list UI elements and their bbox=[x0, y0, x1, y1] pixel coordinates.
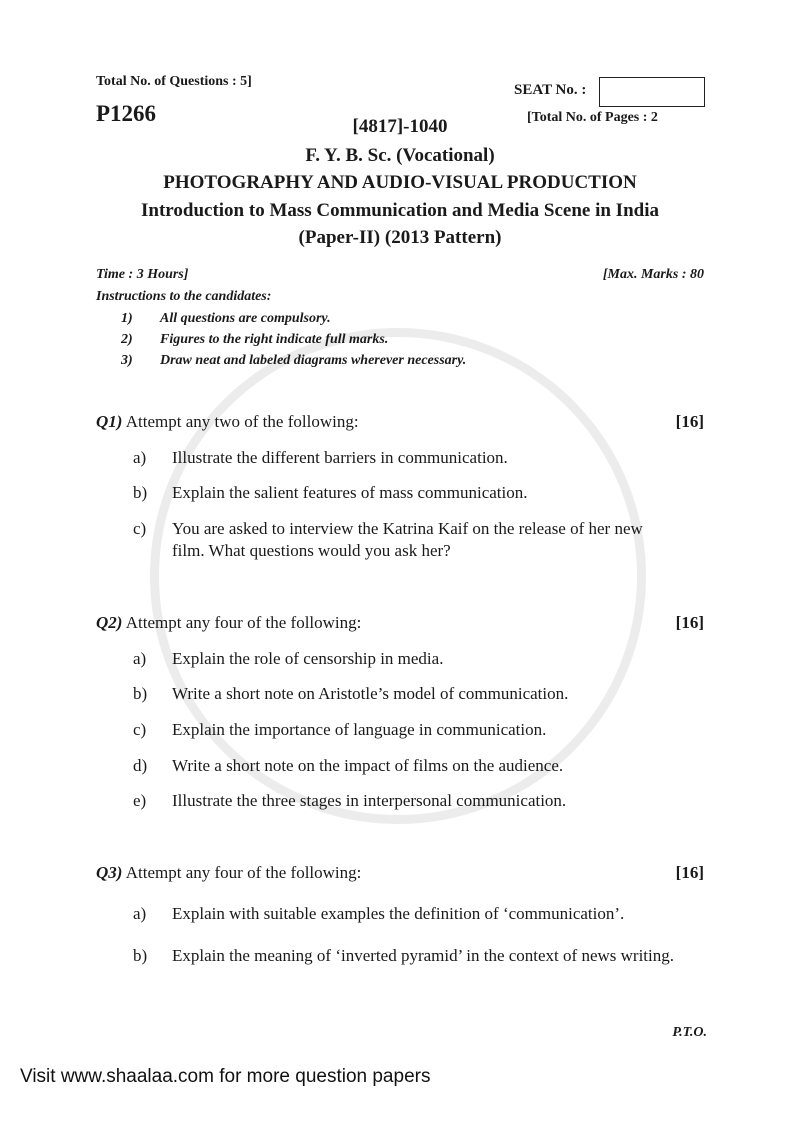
instruction-num: 2) bbox=[121, 332, 133, 347]
instruction-num: 1) bbox=[121, 311, 133, 326]
part-text: Explain the salient features of mass communication. bbox=[172, 483, 528, 502]
watermark-circle bbox=[150, 328, 646, 824]
part-text: Explain the meaning of ‘inverted pyramid’ in the context of news writing. bbox=[172, 946, 674, 965]
question-2 bbox=[96, 613, 361, 633]
footer-link[interactable]: Visit www.shaalaa.com for more question papers bbox=[20, 1066, 431, 1087]
part-label: e) bbox=[133, 791, 147, 810]
pto-note: P.T.O. bbox=[672, 1025, 707, 1040]
part-label: b) bbox=[133, 946, 148, 965]
max-marks: [Max. Marks : 80 bbox=[602, 267, 704, 282]
part-text: Explain the importance of language in communication. bbox=[172, 720, 547, 739]
part-label: c) bbox=[133, 720, 147, 739]
question-marks: [16] bbox=[675, 613, 704, 632]
instruction-text: Draw neat and labeled diagrams wherever necessary. bbox=[160, 353, 467, 368]
subject-title: PHOTOGRAPHY AND AUDIO-VISUAL PRODUCTION bbox=[163, 172, 637, 193]
part-text: Illustrate the different barriers in communication. bbox=[172, 448, 508, 467]
part-label: d) bbox=[133, 756, 148, 775]
part-text: You are asked to interview the Katrina Kaif on the release of her new bbox=[172, 519, 643, 538]
question-marks: [16] bbox=[675, 412, 704, 431]
question-marks: [16] bbox=[675, 863, 704, 882]
part-label: c) bbox=[133, 519, 147, 538]
part-text: Write a short note on the impact of films on the audience. bbox=[172, 756, 564, 775]
time-allowed: Time : 3 Hours] bbox=[96, 267, 189, 282]
exam-code: [4817]-1040 bbox=[352, 116, 448, 137]
part-text: Illustrate the three stages in interpersonal communication. bbox=[172, 791, 567, 810]
paper-title: Introduction to Mass Communication and Media Scene in India bbox=[141, 200, 659, 221]
part-label: a) bbox=[133, 904, 147, 923]
question-3 bbox=[96, 863, 361, 883]
paper-pattern: (Paper-II) (2013 Pattern) bbox=[298, 227, 502, 248]
question-number: Q2) bbox=[96, 613, 123, 632]
total-pages: [Total No. of Pages : 2 bbox=[527, 110, 658, 125]
part-text: Explain the role of censorship in media. bbox=[172, 649, 444, 668]
part-text: Write a short note on Aristotle’s model of communication. bbox=[172, 684, 569, 703]
instructions-heading: Instructions to the candidates: bbox=[96, 289, 272, 304]
course-title: F. Y. B. Sc. (Vocational) bbox=[305, 145, 495, 166]
part-label: b) bbox=[133, 483, 148, 502]
part-text-continued: film. What questions would you ask her? bbox=[172, 541, 451, 560]
part-label: b) bbox=[133, 684, 148, 703]
instruction-text: Figures to the right indicate full marks. bbox=[160, 332, 389, 347]
seat-number-box[interactable] bbox=[599, 77, 705, 107]
part-text: Explain with suitable examples the definition of ‘communication’. bbox=[172, 904, 625, 923]
question-text: Attempt any four of the following: bbox=[125, 863, 362, 882]
part-label: a) bbox=[133, 649, 147, 668]
question-text: Attempt any four of the following: bbox=[125, 613, 362, 632]
part-label: a) bbox=[133, 448, 147, 467]
instruction-text: All questions are compulsory. bbox=[160, 311, 331, 326]
question-number: Q3) bbox=[96, 863, 123, 882]
total-questions: Total No. of Questions : 5] bbox=[96, 74, 252, 89]
question-number: Q1) bbox=[96, 412, 123, 431]
instruction-num: 3) bbox=[121, 353, 133, 368]
question-text: Attempt any two of the following: bbox=[125, 412, 359, 431]
question-1 bbox=[96, 412, 359, 432]
seat-label: SEAT No. : bbox=[514, 82, 587, 98]
paper-code: P1266 bbox=[96, 101, 157, 126]
